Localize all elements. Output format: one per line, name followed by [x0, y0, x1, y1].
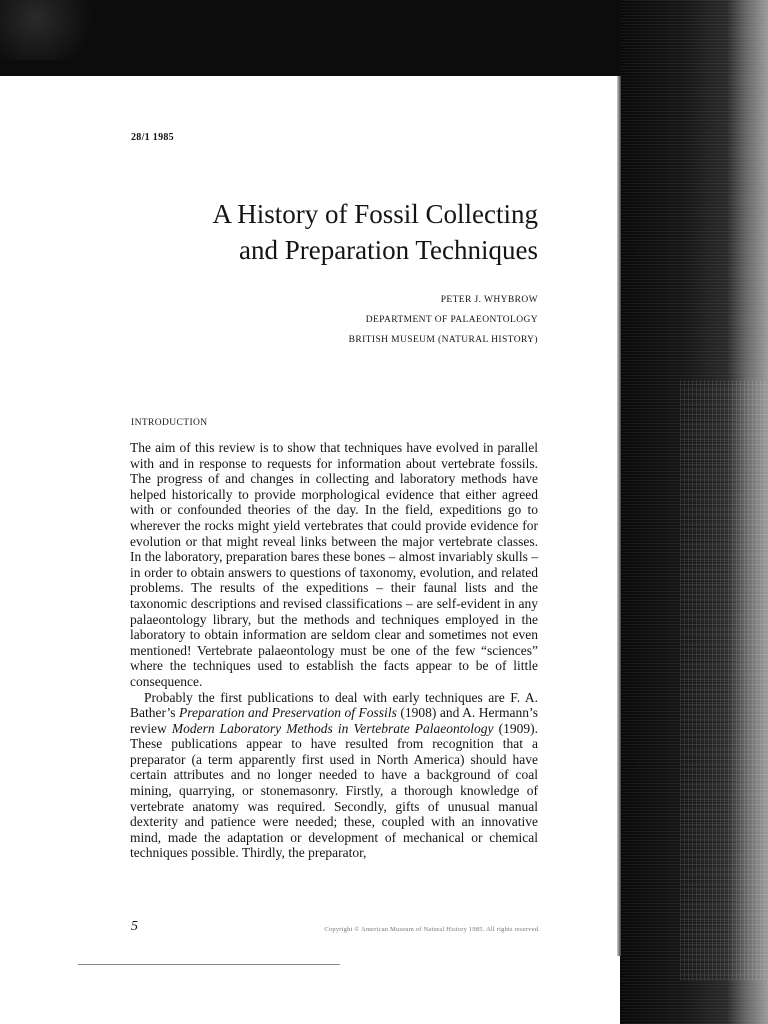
copyright-line: Copyright © American Museum of Natural History 1985. All rights reserved. — [324, 926, 540, 933]
paragraph-2-text-a: Probably the first publications to deal with early techniques are F. A. Bather’s — [130, 689, 538, 721]
bottom-rule — [78, 964, 340, 965]
author-institution: BRITISH MUSEUM (NATURAL HISTORY) — [348, 335, 538, 345]
paragraph-2-text-b: (1908) and A. Hermann’s review — [130, 705, 538, 736]
title-line-1: A History of Fossil Collecting — [212, 199, 538, 229]
byline — [290, 290, 538, 350]
paragraph-2-text-c: (1909). These publications appear to have resulted from recognition that a preparator (a term apparently first used in North America) should have certain attributes and no longer needed to have a background of coal mining, quarrying, or stonemasonry. Firstly, a thorough knowledge of vertebrate anatomy was required. Secondly, gifts of unusual manual dexterity and patience were needed; these, coupled with an innovative mind, made the adaptation or development of mechanical or chemical techniques possible. Thirdly, the preparator, — [130, 720, 538, 861]
scan-noise — [680, 380, 768, 980]
page-number: 5 — [131, 919, 138, 934]
paragraph-1: The aim of this review is to show that techniques have evolved in parallel with and in response to requests for information about vertebrate fossils. The progress of and changes in collecting and laboratory methods have helped historically to provide morphological evidence that either agreed with or confounded theories of the day. In the field, expeditions go to wherever the rocks might yield vertebrates that could provide evidence for evolution or that might reveal links between the major vertebrate classes. In the laboratory, preparation bares these bones – almost invariably skulls – in order to obtain answers to questions of taxonomy, evolution, and related problems. The results of the expeditions – their faunal lists and the taxonomic descriptions and revised classifications – are self-evident in any palaeontology library, but the methods and techniques employed in the laboratory to obtain information are seldom clear and sometimes not even mentioned! Vertebrate palaeontology must be one of the few “sciences” where the techniques used to establish the facts appear to be of little consequence. — [130, 440, 538, 689]
paragraph-2 — [130, 690, 538, 862]
section-heading: INTRODUCTION — [131, 418, 208, 428]
book-title-hermann: Modern Laboratory Methods in Vertebrate Palaeontology — [171, 720, 494, 736]
article-title — [140, 196, 538, 268]
book-title-bather: Preparation and Preservation of Fossils — [179, 705, 397, 721]
page-edge — [617, 76, 621, 956]
title-line-2: and Preparation Techniques — [238, 235, 538, 265]
article-body — [130, 440, 538, 861]
author-name: PETER J. WHYBROW — [440, 295, 538, 305]
issue-label: 28/1 1985 — [131, 132, 174, 143]
author-department: DEPARTMENT OF PALAEONTOLOGY — [365, 315, 538, 325]
scan-right-shadow — [620, 0, 768, 1024]
